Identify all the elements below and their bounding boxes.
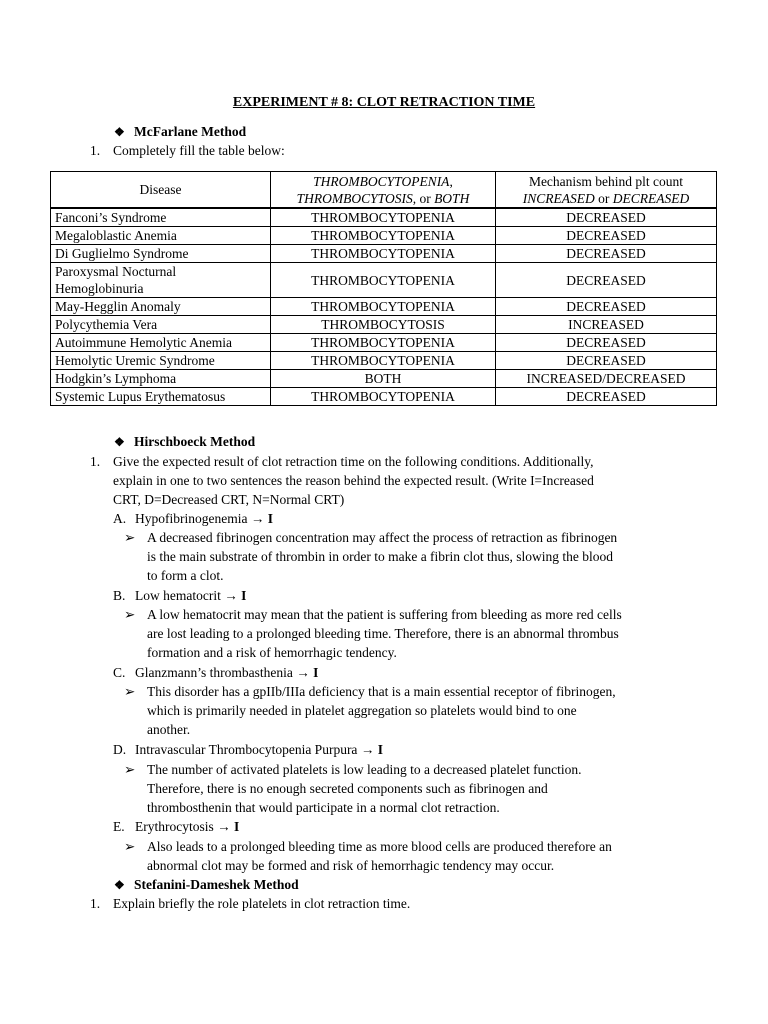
cell-status: THROMBOCYTOPENIA bbox=[271, 298, 496, 316]
condition-b bbox=[113, 587, 246, 605]
stefanini-heading bbox=[114, 876, 299, 894]
condition-label: Intravascular Thrombocytopenia Purpura bbox=[135, 742, 358, 757]
cell-mechanism: DECREASED bbox=[496, 227, 717, 245]
explanation-line: This disorder has a gpIIb/IIIa deficiency that is a main essential receptor of fibrinogen, bbox=[147, 684, 616, 699]
cell-disease: Di Guglielmo Syndrome bbox=[51, 245, 271, 263]
cell-disease: May-Hegglin Anomaly bbox=[51, 298, 271, 316]
explanation-line: is the main substrate of thrombin in order to make a fibrin clot thus, slowing the blood bbox=[147, 549, 614, 564]
cell-status: THROMBOCYTOPENIA bbox=[271, 352, 496, 370]
cell-disease-line2: Hemoglobinuria bbox=[55, 281, 144, 296]
condition-a bbox=[113, 510, 273, 528]
explanation-line: to form a clot. bbox=[147, 568, 224, 583]
cell-mechanism: INCREASED bbox=[496, 316, 717, 334]
mcfarlane-heading-text: McFarlane Method bbox=[134, 124, 247, 139]
table-header-row bbox=[51, 172, 717, 209]
header-status bbox=[271, 172, 496, 209]
table-row bbox=[51, 388, 717, 406]
mcfarlane-instruction: Completely fill the table below: bbox=[113, 143, 285, 158]
cell-mechanism: DECREASED bbox=[496, 208, 717, 227]
table-row bbox=[51, 298, 717, 316]
cell-disease: Polycythemia Vera bbox=[51, 316, 271, 334]
cell-mechanism: DECREASED bbox=[496, 245, 717, 263]
hirschboeck-question-line2: explain in one to two sentences the reason behind the expected result. (Write I=Increased bbox=[113, 473, 594, 488]
condition-letter: C. bbox=[113, 665, 126, 680]
arrow-bullet-icon: ➢ bbox=[124, 839, 136, 854]
diamond-bullet-icon: ❖ bbox=[114, 435, 125, 449]
header-mechanism-or: or bbox=[594, 190, 613, 206]
condition-answer: I bbox=[313, 665, 319, 680]
cell-mechanism: DECREASED bbox=[496, 298, 717, 316]
explanation-line: thrombosthenin that would participate in a normal clot retraction. bbox=[147, 800, 500, 815]
explanation-line: The number of activated platelets is low leading to a decreased platelet function. bbox=[147, 762, 582, 777]
table-row bbox=[51, 263, 717, 298]
condition-label: Glanzmann’s thrombasthenia bbox=[135, 665, 293, 680]
condition-label: Erythrocytosis bbox=[135, 819, 214, 834]
cell-status: BOTH bbox=[271, 370, 496, 388]
condition-answer: I bbox=[241, 588, 247, 603]
diamond-bullet-icon: ❖ bbox=[114, 878, 125, 892]
table-row bbox=[51, 208, 717, 227]
explanation-line: abnormal clot may be formed and risk of hemorrhagic tendency may occur. bbox=[147, 858, 555, 873]
cell-mechanism: DECREASED bbox=[496, 352, 717, 370]
cell-disease: Autoimmune Hemolytic Anemia bbox=[51, 334, 271, 352]
hirschboeck-question-line1: Give the expected result of clot retraction time on the following conditions. Additionally, bbox=[113, 454, 594, 469]
header-status-comma: , bbox=[449, 173, 453, 189]
cell-status: THROMBOCYTOPENIA bbox=[271, 388, 496, 406]
mcfarlane-heading bbox=[114, 123, 246, 141]
cell-disease-line1: Paroxysmal Nocturnal bbox=[55, 264, 177, 279]
arrow-right-icon: → bbox=[360, 742, 375, 757]
arrow-right-icon: → bbox=[250, 511, 265, 526]
cell-mechanism: DECREASED bbox=[496, 388, 717, 406]
header-mechanism bbox=[496, 172, 717, 209]
cell-disease: Hodgkin’s Lymphoma bbox=[51, 370, 271, 388]
condition-letter: A. bbox=[113, 511, 127, 526]
header-status-or: , or bbox=[412, 190, 435, 206]
cell-status: THROMBOCYTOPENIA bbox=[271, 227, 496, 245]
condition-letter: D. bbox=[113, 742, 127, 757]
mcfarlane-instruction-number: 1. bbox=[90, 143, 101, 158]
header-status-thrombocytopenia: THROMBOCYTOPENIA bbox=[313, 173, 450, 189]
condition-label: Low hematocrit bbox=[135, 588, 221, 603]
header-mechanism-increased: INCREASED bbox=[522, 190, 595, 206]
table-row bbox=[51, 227, 717, 245]
condition-letter: E. bbox=[113, 819, 125, 834]
condition-d bbox=[113, 741, 383, 759]
cell-status: THROMBOCYTOPENIA bbox=[271, 263, 496, 298]
cell-disease bbox=[51, 263, 271, 298]
table-row bbox=[51, 334, 717, 352]
cell-status: THROMBOCYTOPENIA bbox=[271, 208, 496, 227]
explanation-line: Therefore, there is no enough secreted components such as fibrinogen and bbox=[147, 781, 548, 796]
page-title: EXPERIMENT # 8: CLOT RETRACTION TIME bbox=[232, 95, 536, 110]
condition-answer: I bbox=[377, 742, 383, 757]
condition-answer: I bbox=[234, 819, 240, 834]
header-mechanism-line1: Mechanism behind plt count bbox=[528, 173, 684, 189]
cell-status: THROMBOCYTOPENIA bbox=[271, 245, 496, 263]
hirschboeck-question-number: 1. bbox=[90, 454, 101, 469]
cell-disease: Hemolytic Uremic Syndrome bbox=[51, 352, 271, 370]
header-status-thrombocytosis: THROMBOCYTOSIS bbox=[296, 190, 413, 206]
explanation-line: which is primarily needed in platelet aggregation so platelets would bind to one bbox=[147, 703, 577, 718]
explanation-line: another. bbox=[147, 722, 191, 737]
header-status-both: BOTH bbox=[434, 190, 470, 206]
cell-mechanism: DECREASED bbox=[496, 263, 717, 298]
explanation-line: A low hematocrit may mean that the patient is suffering from bleeding as more red cells bbox=[147, 607, 622, 622]
condition-letter: B. bbox=[113, 588, 126, 603]
table-row bbox=[51, 370, 717, 388]
cell-disease: Systemic Lupus Erythematosus bbox=[51, 388, 271, 406]
cell-mechanism: INCREASED/DECREASED bbox=[496, 370, 717, 388]
cell-status: THROMBOCYTOPENIA bbox=[271, 334, 496, 352]
explanation-line: are lost leading to a prolonged bleeding time. Therefore, there is an abnormal thrombus bbox=[147, 626, 619, 641]
arrow-right-icon: → bbox=[217, 819, 231, 834]
arrow-right-icon: → bbox=[224, 588, 238, 603]
platelet-table bbox=[50, 171, 717, 406]
cell-disease: Fanconi’s Syndrome bbox=[51, 208, 271, 227]
header-disease: Disease bbox=[51, 172, 271, 209]
stefanini-heading-text: Stefanini-Dameshek Method bbox=[134, 877, 299, 892]
condition-answer: I bbox=[267, 511, 273, 526]
arrow-bullet-icon: ➢ bbox=[124, 530, 136, 545]
cell-mechanism: DECREASED bbox=[496, 334, 717, 352]
table-row bbox=[51, 316, 717, 334]
arrow-bullet-icon: ➢ bbox=[124, 607, 136, 622]
arrow-bullet-icon: ➢ bbox=[124, 684, 136, 699]
cell-status: THROMBOCYTOSIS bbox=[271, 316, 496, 334]
hirschboeck-question-line3: CRT, D=Decreased CRT, N=Normal CRT) bbox=[113, 492, 345, 507]
hirschboeck-heading-text: Hirschboeck Method bbox=[134, 434, 256, 449]
diamond-bullet-icon: ❖ bbox=[114, 125, 125, 139]
condition-c bbox=[113, 664, 318, 682]
stefanini-question-number: 1. bbox=[90, 896, 101, 911]
explanation-line: formation and a risk of hemorrhagic tendency. bbox=[147, 645, 397, 660]
arrow-bullet-icon: ➢ bbox=[124, 762, 136, 777]
arrow-right-icon: → bbox=[296, 665, 310, 680]
explanation-line: A decreased fibrinogen concentration may affect the process of retraction as fibrinogen bbox=[147, 530, 618, 545]
stefanini-question: Explain briefly the role platelets in clot retraction time. bbox=[113, 896, 411, 911]
table-row bbox=[51, 352, 717, 370]
cell-disease: Megaloblastic Anemia bbox=[51, 227, 271, 245]
header-mechanism-decreased: DECREASED bbox=[612, 190, 690, 206]
explanation-line: Also leads to a prolonged bleeding time as more blood cells are produced therefore an bbox=[147, 839, 612, 854]
table-row bbox=[51, 245, 717, 263]
condition-e bbox=[113, 818, 239, 836]
hirschboeck-heading bbox=[114, 433, 255, 451]
condition-label: Hypofibrinogenemia bbox=[135, 511, 248, 526]
